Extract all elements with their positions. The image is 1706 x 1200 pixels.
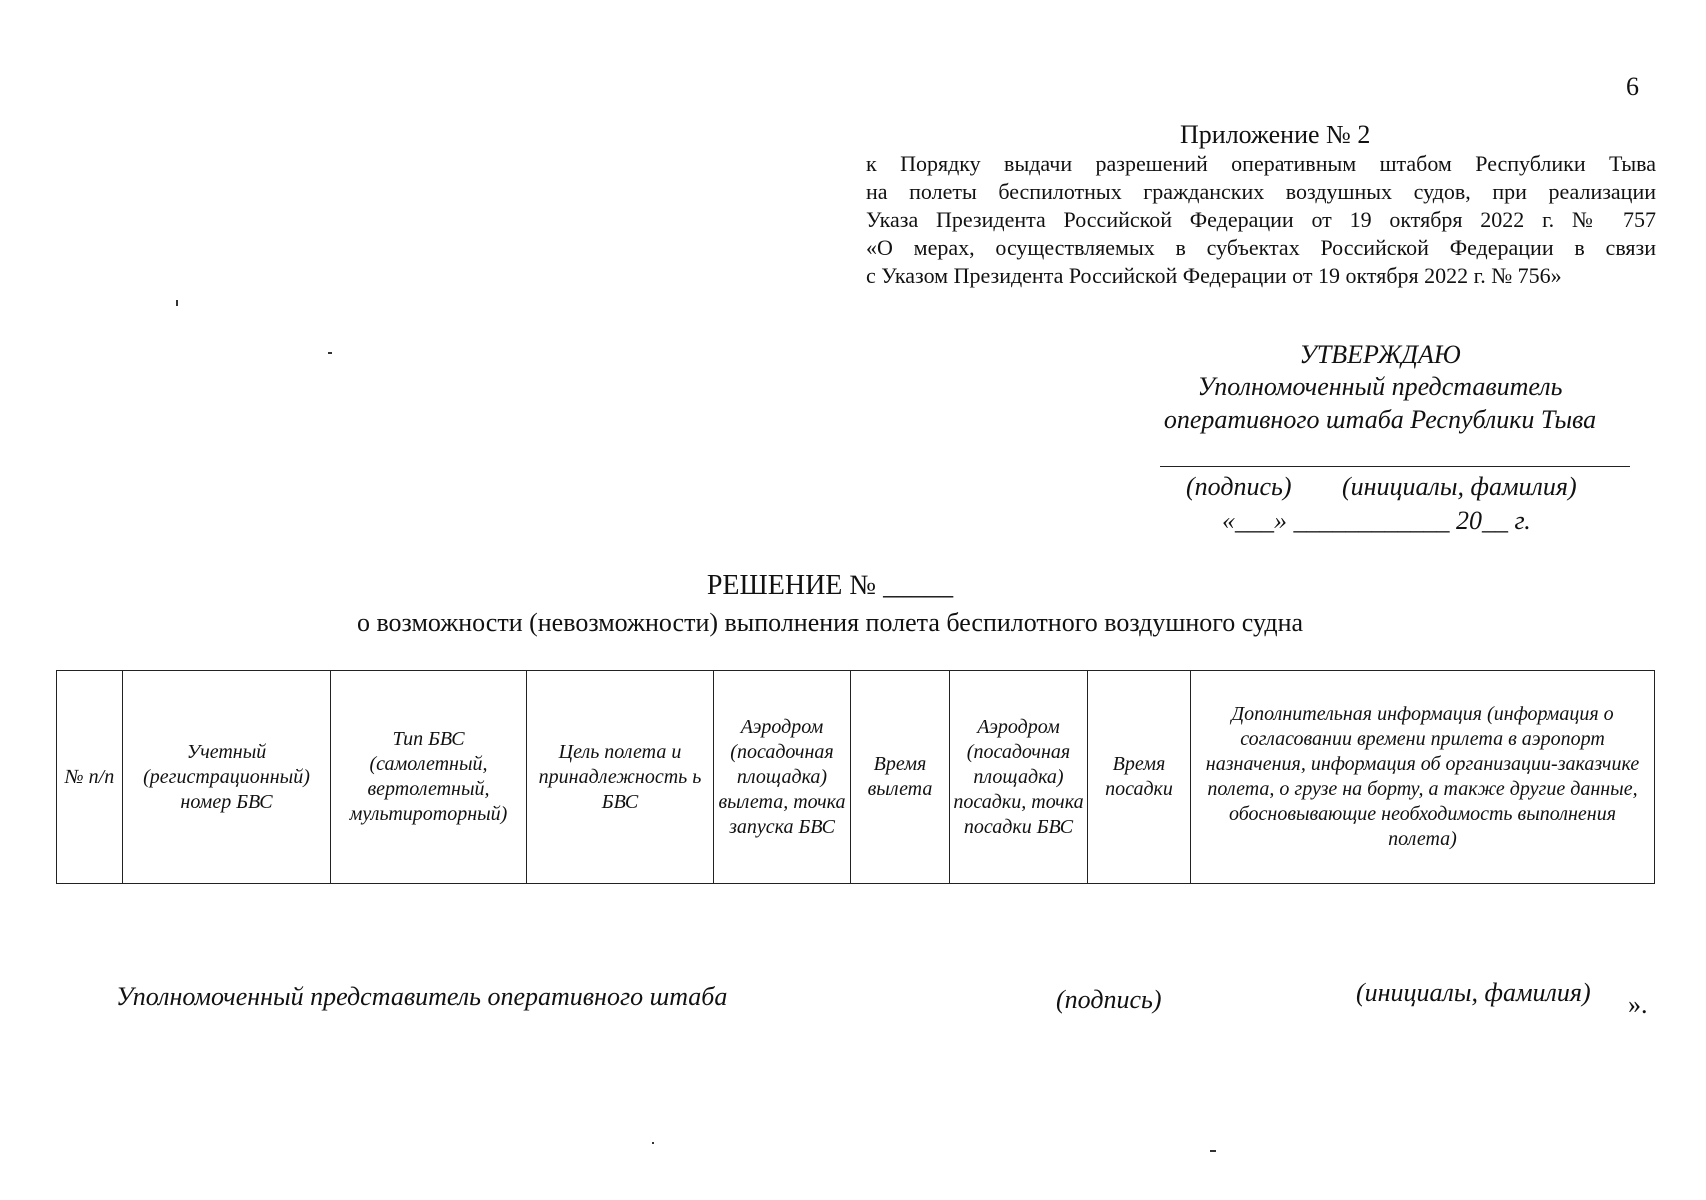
scan-speck: [652, 1142, 654, 1144]
decision-subtitle: о возможности (невозможности) выполнения полета беспилотного воздушного судна: [356, 608, 1304, 637]
column-number: № п/п: [57, 671, 123, 884]
table-header-row: [57, 671, 1655, 884]
column-landing-time: Время посадки: [1088, 671, 1191, 884]
decision-title: РЕШЕНИЕ № _____: [706, 570, 954, 601]
approval-role-line1: Уполномоченный представитель: [1197, 372, 1563, 401]
scan-speck: [328, 352, 332, 354]
footer-role: Уполномоченный представитель оперативного штаба: [116, 982, 728, 1011]
flight-decision-table: [56, 670, 1655, 884]
column-flight-purpose: Цель полета и принадлежность ь БВС: [527, 671, 714, 884]
page-number: 6: [1626, 72, 1639, 101]
scan-speck: [176, 300, 178, 306]
scan-speck: [1210, 1150, 1216, 1152]
appendix-line: Указа Президента Российской Федерации от 19 октября 2022 г. № 757: [866, 207, 1656, 232]
approval-title: УТВЕРЖДАЮ: [1299, 340, 1461, 369]
footer-closing-quote: ».: [1628, 990, 1648, 1019]
column-uav-type: Тип БВС (самолетный, вертолетный, мультироторный): [331, 671, 527, 884]
column-registration-number: Учетный (регистрационный) номер БВС: [123, 671, 331, 884]
appendix-title: Приложение № 2: [1180, 120, 1371, 149]
approval-signature-label: (подпись): [1186, 472, 1292, 501]
footer-signature-label: (подпись): [1056, 985, 1162, 1014]
column-landing-airfield: Аэродром (посадочная площадка) посадки, точка посадки БВС: [950, 671, 1088, 884]
footer-name-label: (инициалы, фамилия): [1356, 978, 1591, 1007]
approval-date-line: «___» ____________ 20__ г.: [1222, 506, 1531, 535]
appendix-text: [866, 150, 1656, 290]
appendix-line: к Порядку выдачи разрешений оперативным штабом Республики Тыва: [866, 151, 1656, 176]
appendix-line: на полеты беспилотных гражданских воздушных судов, при реализации: [866, 179, 1656, 204]
appendix-line: «О мерах, осуществляемых в субъектах Российской Федерации в связи: [866, 235, 1656, 260]
column-additional-info: Дополнительная информация (информация о согласовании времени прилета в аэропорт назначения, информация об организации-заказчике полета, о грузе на борту, а также другие данные, обосновывающие необходимость выполнения полета): [1191, 671, 1655, 884]
approval-signature-rule: [1160, 466, 1630, 467]
appendix-line: с Указом Президента Российской Федерации от 19 октября 2022 г. № 756»: [866, 263, 1562, 288]
approval-name-label: (инициалы, фамилия): [1342, 472, 1577, 501]
column-departure-time: Время вылета: [851, 671, 950, 884]
column-departure-airfield: Аэродром (посадочная площадка) вылета, точка запуска БВС: [714, 671, 851, 884]
approval-role-line2: оперативного штаба Республики Тыва: [1163, 405, 1597, 434]
